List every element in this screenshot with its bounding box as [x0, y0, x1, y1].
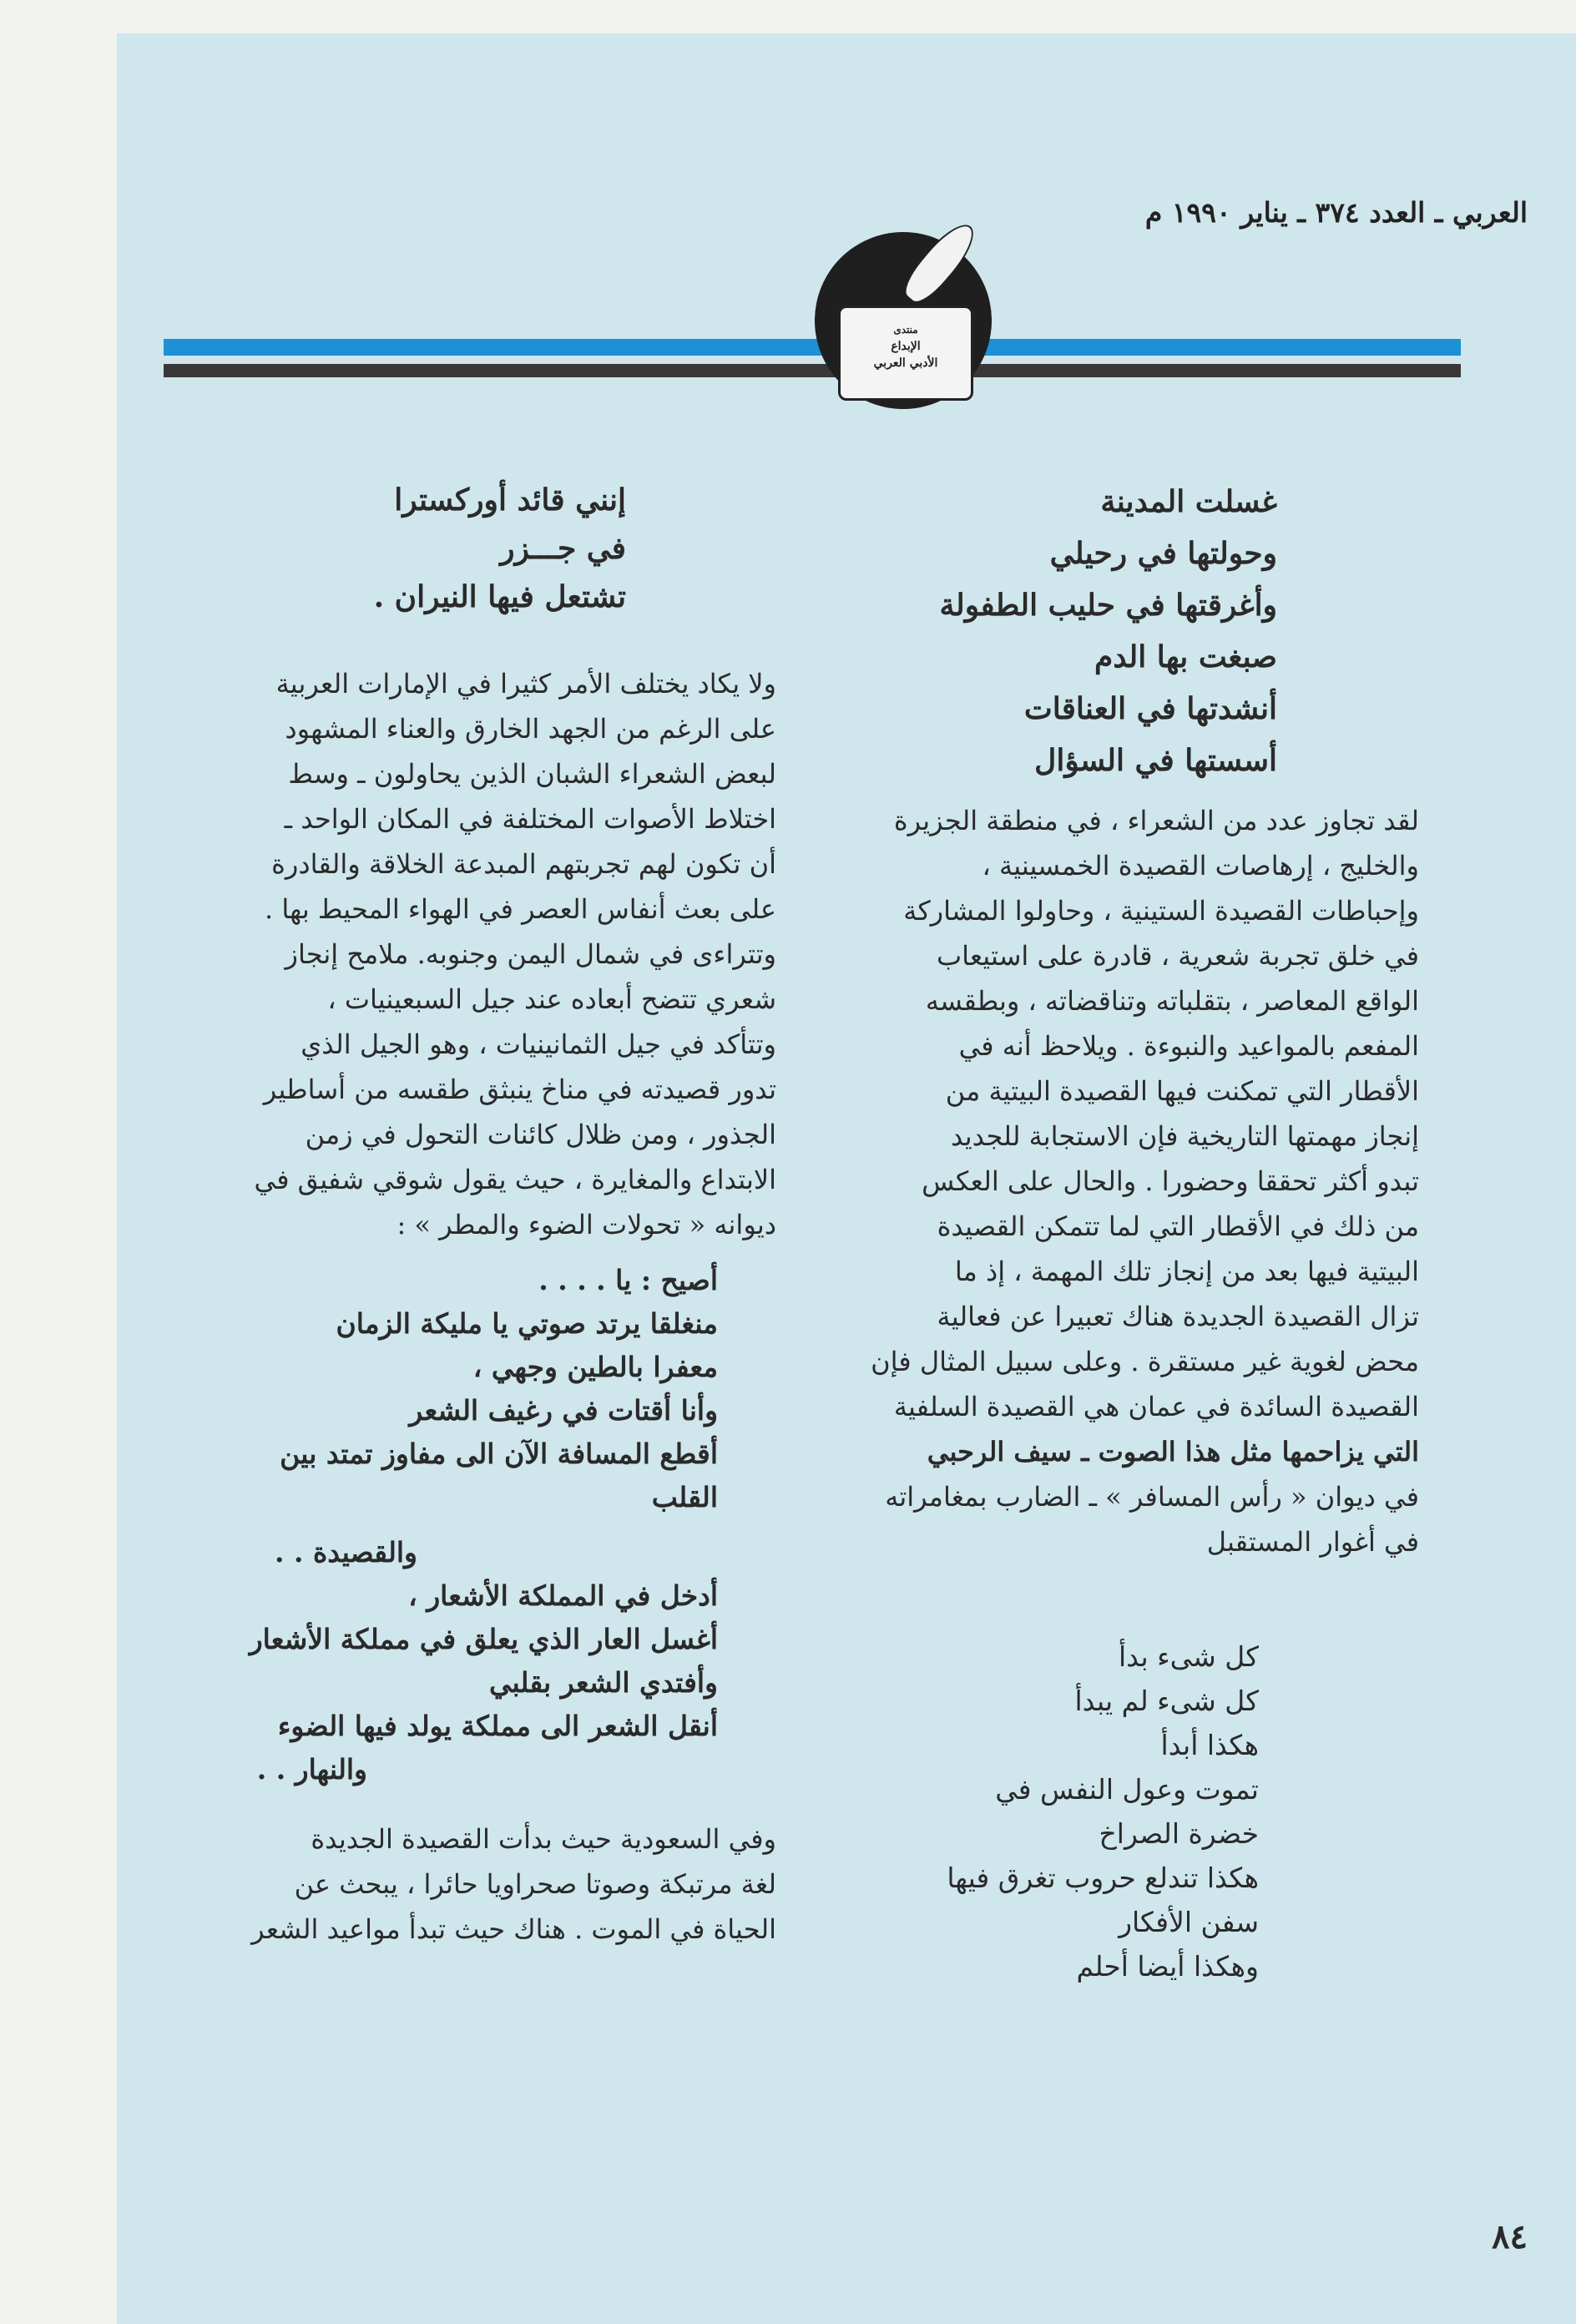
- prose-paragraph: [167, 661, 776, 1247]
- quill-icon: [897, 215, 983, 310]
- poem-line: معفرا بالطين وجهي ،: [472, 1351, 718, 1383]
- prose-line: لبعض الشعراء الشبان الذين يحاولون ـ وسط: [288, 758, 776, 790]
- poem-line: أنقل الشعر الى مملكة يولد فيها الضوء: [277, 1710, 718, 1742]
- poem-line: أسستها في السؤال: [1034, 743, 1277, 778]
- prose-line: الابتداع والمغايرة ، حيث يقول شوقي شفيق في: [254, 1164, 776, 1195]
- prose-line: تزال القصيدة الجديدة هناك تعبيرا عن فعالية: [937, 1301, 1419, 1332]
- poem-line: أنشدتها في العناقات: [1023, 691, 1277, 726]
- prose-line: وتتراءى في شمال اليمن وجنوبه. ملامح إنجاز: [285, 938, 776, 970]
- prose-line: البيتية فيها بعد من إنجاز تلك المهمة ، إذ ما: [954, 1255, 1419, 1287]
- poem-line: خضرة الصراخ: [1099, 1817, 1259, 1850]
- poem-line: غسلت المدينة: [1100, 484, 1277, 519]
- prose-line: وإحباطات القصيدة الستينية ، وحاولوا المشاركة: [903, 895, 1419, 927]
- poem-excerpt-2: [818, 1634, 1419, 1988]
- scroll-icon: [838, 306, 973, 401]
- prose-line: المفعم بالمواعيد والنبوءة . ويلاحظ أنه في: [958, 1030, 1419, 1062]
- poem-line: وحولتها في رحيلي: [1049, 536, 1277, 571]
- prose-line: ديوانه « تحولات الضوء والمطر » :: [397, 1209, 776, 1240]
- poem-line: منغلقا يرتد صوتي يا مليكة الزمان: [336, 1307, 718, 1340]
- logo-text-line: الأدبي العربي: [873, 356, 938, 370]
- prose-line-bold: التي يزاحمها مثل هذا الصوت ـ سيف الرحبي: [927, 1436, 1419, 1468]
- poem-line: تشتعل فيها النيران .: [373, 579, 626, 614]
- poem-line: أصيح : يا . . . .: [538, 1264, 718, 1296]
- prose-line: الجذور ، ومن ظلال كائنات التحول في زمن: [305, 1119, 776, 1150]
- poem-line: صبغت بها الدم: [1094, 639, 1277, 674]
- prose-line: شعري تتضح أبعاده عند جيل السبعينيات ،: [327, 983, 776, 1015]
- poem-line: هكذا تندلع حروب تغرق فيها: [947, 1862, 1259, 1894]
- logo-text-line: منتدى: [893, 324, 918, 336]
- poem-line: والنهار . .: [256, 1753, 367, 1786]
- prose-line: أن تكون لهم تجربتهم المبدعة الخلاقة والقادرة: [271, 848, 776, 880]
- prose-line: في ديوان « رأس المسافر » ـ الضارب بمغامراته: [885, 1481, 1419, 1513]
- prose-line: لغة مرتبكة وصوتا صحراويا حائرا ، يبحث عن: [294, 1868, 776, 1900]
- poem-line: في جـــزر: [500, 531, 626, 566]
- prose-line: من ذلك في الأقطار التي لما تتمكن القصيدة: [937, 1210, 1419, 1242]
- poem-line: والقصيدة . .: [275, 1536, 417, 1569]
- page-number: ٨٤: [1492, 2217, 1528, 2256]
- issue-header: العربي ـ العدد ٣٧٤ ـ يناير ١٩٩٠ م: [1144, 196, 1528, 229]
- poem-line: كل شىء لم يبدأ: [1074, 1685, 1259, 1717]
- prose-line: إنجاز مهمتها التاريخية فإن الاستجابة للجديد: [950, 1120, 1419, 1152]
- poem-line: كل شىء بدأ: [1118, 1640, 1259, 1673]
- logo-text-line: الإبداع: [891, 340, 921, 353]
- poem-line: سفن الأفكار: [1119, 1906, 1259, 1938]
- left-column: [167, 476, 776, 1952]
- prose-line: في خلق تجربة شعرية ، قادرة على استيعاب: [936, 940, 1419, 972]
- prose-line: محض لغوية غير مستقرة . وعلى سبيل المثال فإن: [871, 1346, 1419, 1377]
- poem-excerpt-1: [818, 476, 1419, 786]
- poem-line: أغسل العار الذي يعلق في مملكة الأشعار: [249, 1623, 718, 1655]
- prose-line: الواقع المعاصر ، بتقلباته وتناقضاته ، وبطقسه: [925, 985, 1419, 1017]
- poem-line: القلب: [651, 1481, 718, 1513]
- poem-line: وأغرقتها في حليب الطفولة: [939, 588, 1277, 623]
- prose-line: الحياة في الموت . هناك حيث تبدأ مواعيد الشعر: [251, 1913, 776, 1945]
- poem-excerpt-3: [167, 476, 776, 621]
- poem-line: إنني قائد أوركسترا: [394, 482, 626, 518]
- poem-line: وأفتدي الشعر بقلبي: [488, 1666, 718, 1699]
- prose-line: لقد تجاوز عدد من الشعراء ، في منطقة الجزيرة: [893, 805, 1419, 836]
- poem-line: وهكذا أيضا أحلم: [1076, 1950, 1259, 1983]
- prose-line: اختلاط الأصوات المختلفة في المكان الواحد ـ: [284, 803, 776, 835]
- poem-line: أقطع المسافة الآن الى مفاوز تمتد بين: [280, 1437, 718, 1470]
- prose-paragraph: [818, 798, 1419, 1564]
- prose-line: تبدو أكثر تحققا وحضورا . والحال على العكس: [922, 1165, 1419, 1197]
- prose-line: القصيدة السائدة في عمان هي القصيدة السلفية: [893, 1391, 1419, 1422]
- header-band-blue: [164, 339, 1461, 356]
- poem-line: تموت وعول النفس في: [995, 1773, 1259, 1806]
- prose-line: الأقطار التي تمكنت فيها القصيدة البيتية من: [945, 1075, 1419, 1107]
- prose-line: ولا يكاد يختلف الأمر كثيرا في الإمارات العربية: [275, 668, 776, 700]
- magazine-page: [117, 33, 1576, 2324]
- header-band-dark: [164, 364, 1461, 377]
- poem-line: أدخل في المملكة الأشعار ،: [408, 1579, 718, 1612]
- prose-line: وفي السعودية حيث بدأت القصيدة الجديدة: [311, 1823, 776, 1855]
- poem-line: وأنا أقتات في رغيف الشعر: [409, 1394, 718, 1427]
- prose-line: في أغوار المستقبل: [1206, 1526, 1419, 1558]
- forum-logo: [815, 232, 992, 409]
- right-column: [818, 476, 1419, 1988]
- poem-excerpt-4: [167, 1259, 776, 1791]
- prose-line: على الرغم من الجهد الخارق والعناء المشهود: [285, 713, 776, 745]
- prose-line: والخليج ، إرهاصات القصيدة الخمسينية ،: [982, 850, 1419, 882]
- poem-line: هكذا أبدأ: [1160, 1729, 1259, 1761]
- prose-line: وتتأكد في جيل الثمانينيات ، وهو الجيل الذي: [301, 1028, 776, 1060]
- prose-line: على بعث أنفاس العصر في الهواء المحيط بها .: [264, 893, 776, 925]
- prose-paragraph: [167, 1816, 776, 1952]
- prose-line: تدور قصيدته في مناخ ينبثق طقسه من أساطير: [263, 1074, 776, 1105]
